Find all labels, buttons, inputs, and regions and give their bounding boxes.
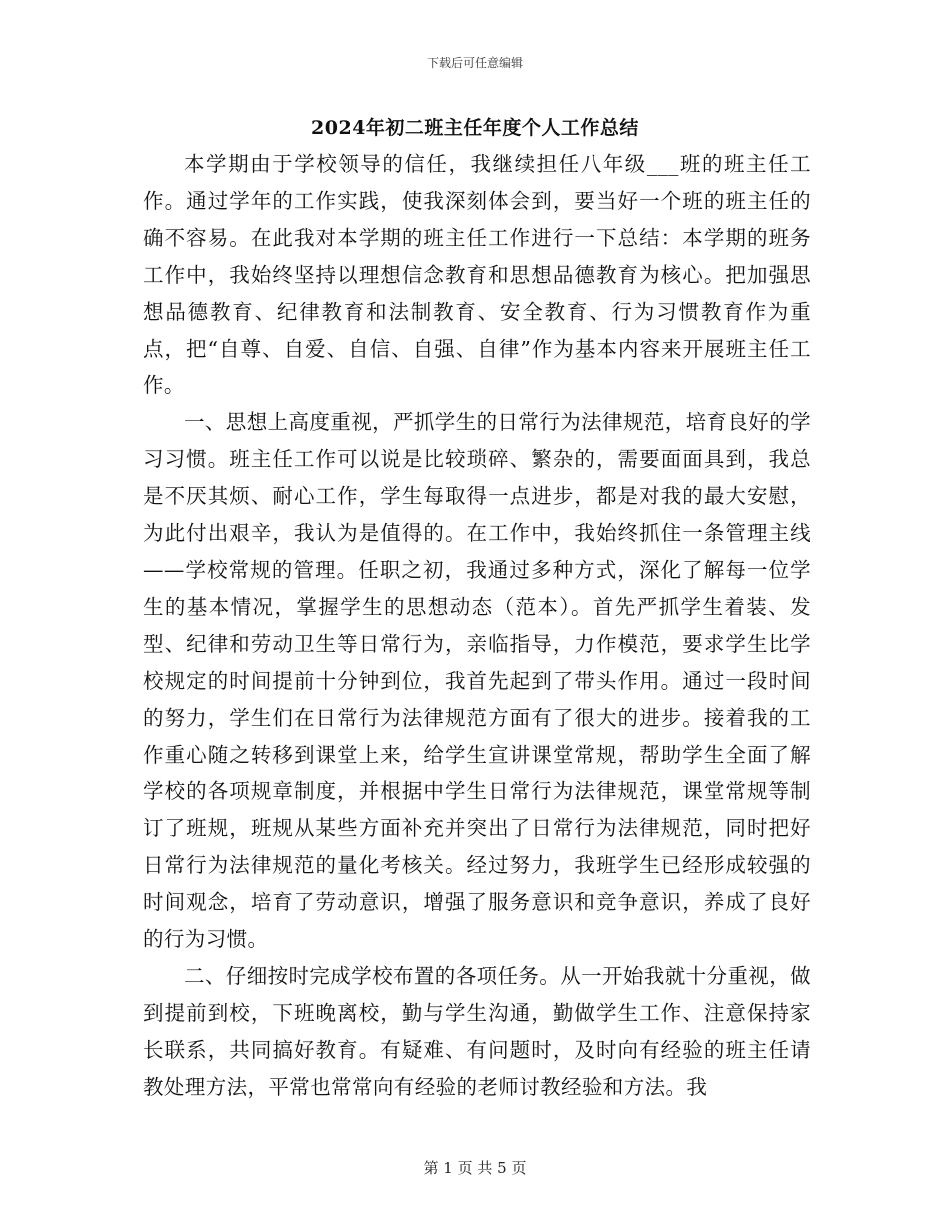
paragraph-intro: 本学期由于学校领导的信任，我继续担任八年级___班的班主任工作。通过学年的工作实践，使我深刻体会到，要当好一个班的班主任的确不容易。在此我对本学期的班主任工作进行一下总结：本学期的班务工作中，我始终坚持以理想信念教育和思想品德教育为核心。把加强思想品德教育、纪律教育和法制教育、安全教育、行为习惯教育作为重点，把“自尊、自爱、自信、自强、自律”作为基本内容来开展班主任工作。 bbox=[143, 152, 811, 398]
paragraph-section-2: 二、仔细按时完成学校布置的各项任务。从一开始我就十分重视，做到提前到校，下班晚离校，勤与学生沟通，勤做学生工作、注意保持家长联系，共同搞好教育。有疑难、有问题时，及时向有经验的班主任请教处理方法，平常也常常向有经验的老师讨教经验和方法。我 bbox=[143, 963, 811, 1099]
page-header-note: 下载后可任意编辑 bbox=[426, 56, 523, 70]
paragraph-section-1: 一、思想上高度重视，严抓学生的日常行为法律规范，培育良好的学习习惯。班主任工作可以说是比较琐碎、繁杂的，需要面面具到，我总是不厌其烦、耐心工作，学生每取得一点进步，都是对我的最大安慰，为此付出艰辛，我认为是值得的。在工作中，我始终抓住一条管理主线——学校常规的管理。任职之初，我通过多种方式，深化了解每一位学生的基本情况，掌握学生的思想动态（范本）。首先严抓学生着装、发型、纪律和劳动卫生等日常行为，亲临指导，力作模范，要求学生比学校规定的时间提前十分钟到位，我首先起到了带头作用。通过一段时间的努力，学生们在日常行为法律规范方面有了很大的进步。接着我的工作重心随之转移到课堂上来，给学生宣讲课堂常规，帮助学生全面了解学校的各项规章制度，并根据中学生日常行为法律规范，课堂常规等制订了班规，班规从某些方面补充并突出了日常行为法律规范，同时把好日常行为法律规范的量化考核关。经过努力，我班学生已经形成较强的时间观念，培育了劳动意识，增强了服务意识和竞争意识，养成了良好的行为习惯。 bbox=[143, 410, 811, 952]
document-body bbox=[143, 146, 811, 1106]
document-title: 2024年初二班主任年度个人工作总结 bbox=[311, 117, 639, 139]
page-number: 第 1 页 共 5 页 bbox=[423, 1159, 527, 1177]
